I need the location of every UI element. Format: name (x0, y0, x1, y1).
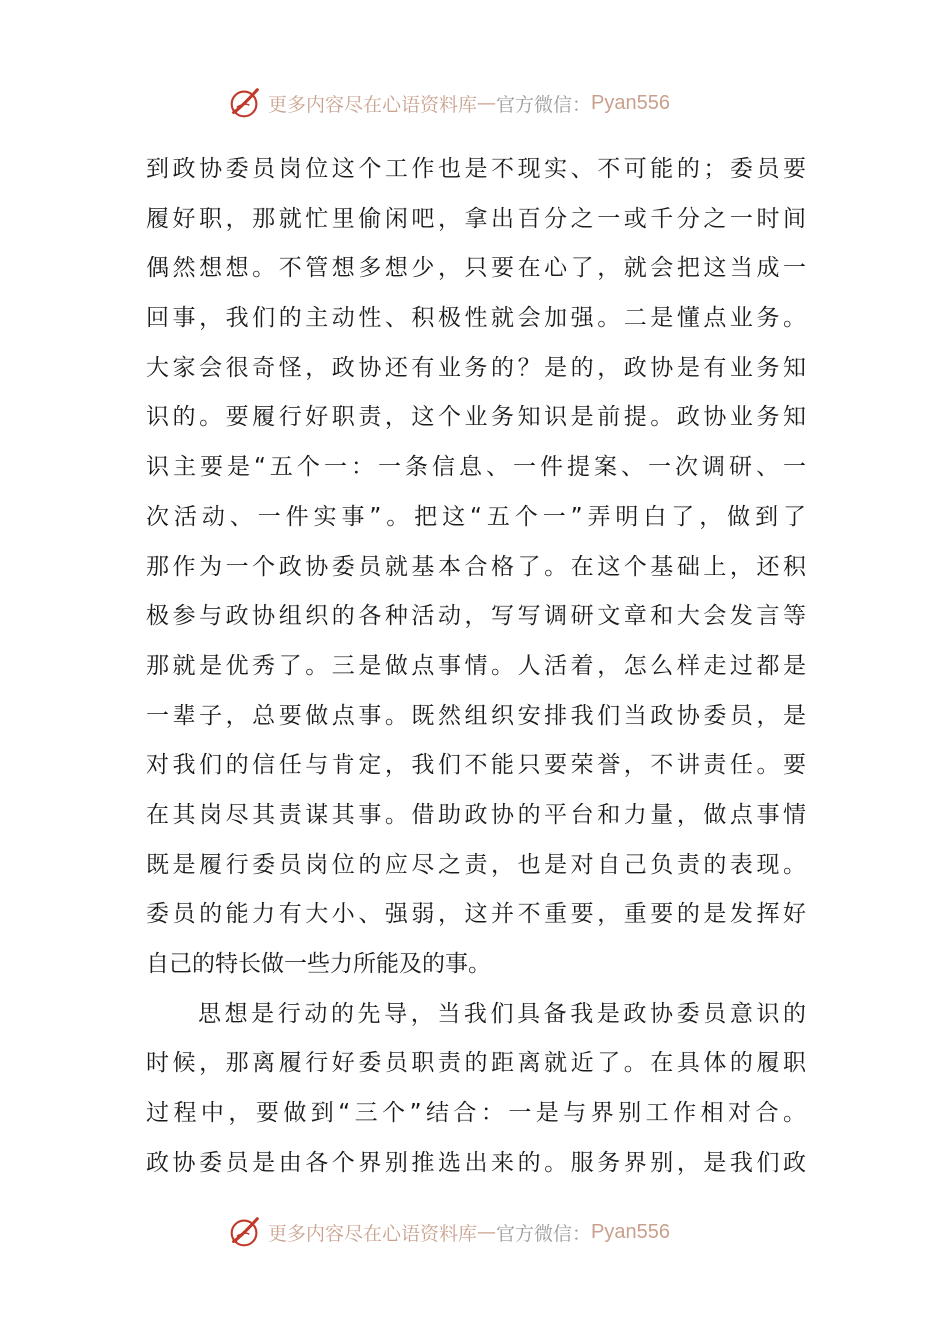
text-line: 既是履行委员岗位的应尽之责，也是对自己负责的表现。 (146, 851, 806, 878)
text-line: 识主要是“五个一：一条信息、一件提案、一次调研、一 (146, 454, 806, 481)
text-line: 次活动、一件实事”。把这“五个一”弄明白了，做到了 (146, 503, 806, 530)
document-body (146, 145, 806, 1188)
text-line: 回事，我们的主动性、积极性就会加强。二是懂点业务。 (146, 305, 806, 332)
text-line: 时候，那离履行好委员职责的距离就近了。在具体的履职 (146, 1050, 806, 1077)
header-watermark (226, 83, 670, 123)
watermark-site-text: 更多内容尽在心语资料库 (268, 93, 478, 116)
text-line: 识的。要履行好职责，这个业务知识是前提。政协业务知 (146, 404, 806, 431)
text-line: 过程中，要做到“三个”结合：一是与界别工作相对合。 (146, 1100, 806, 1127)
text-line: 到政协委员岗位这个工作也是不现实、不可能的；委员要 (146, 156, 806, 182)
text-line: 对我们的信任与肯定，我们不能只要荣誉，不讲责任。要 (146, 752, 806, 779)
watermark-wechat-id: Pyan556 (591, 91, 670, 114)
text-line: 一辈子，总要做点事。既然组织安排我们当政协委员，是 (146, 702, 806, 729)
watermark-official-label: 官方微信： (496, 1222, 592, 1245)
pen-circle-logo-icon (226, 84, 264, 122)
text-line: 那作为一个政协委员就基本合格了。在这个基础上，还积 (146, 553, 806, 580)
text-line: 在其岗尽其责谋其事。借助政协的平台和力量，做点事情 (146, 801, 806, 828)
watermark-separator: — (477, 1221, 497, 1243)
text-line: 极参与政协组织的各种活动，写写调研文章和大会发言等 (146, 603, 806, 630)
text-line: 大家会很奇怪，政协还有业务的？是的，政协是有业务知 (146, 354, 806, 381)
text-line: 政协委员是由各个界别推选出来的。服务界别，是我们政 (146, 1149, 806, 1176)
text-line: 委员的能力有大小、强弱，这并不重要，重要的是发挥好 (146, 901, 806, 928)
text-line: 那就是优秀了。三是做点事情。人活着，怎么样走过都是 (146, 652, 806, 679)
footer-watermark (226, 1212, 670, 1252)
watermark-wechat-id: Pyan556 (591, 1220, 670, 1243)
watermark-separator: — (477, 92, 497, 114)
watermark-official-label: 官方微信： (496, 93, 592, 116)
pen-circle-logo-icon (226, 1213, 264, 1251)
text-line: 履好职，那就忙里偷闲吧，拿出百分之一或千分之一时间 (146, 205, 806, 232)
text-line-paragraph-start: 思想是行动的先导，当我们具备我是政协委员意识的 (198, 1000, 806, 1027)
watermark-site-text: 更多内容尽在心语资料库 (268, 1222, 478, 1245)
text-line: 偶然想想。不管想多想少，只要在心了，就会把这当成一 (146, 255, 806, 282)
text-line-paragraph-end: 自己的特长做一些力所能及的事。 (146, 951, 491, 977)
